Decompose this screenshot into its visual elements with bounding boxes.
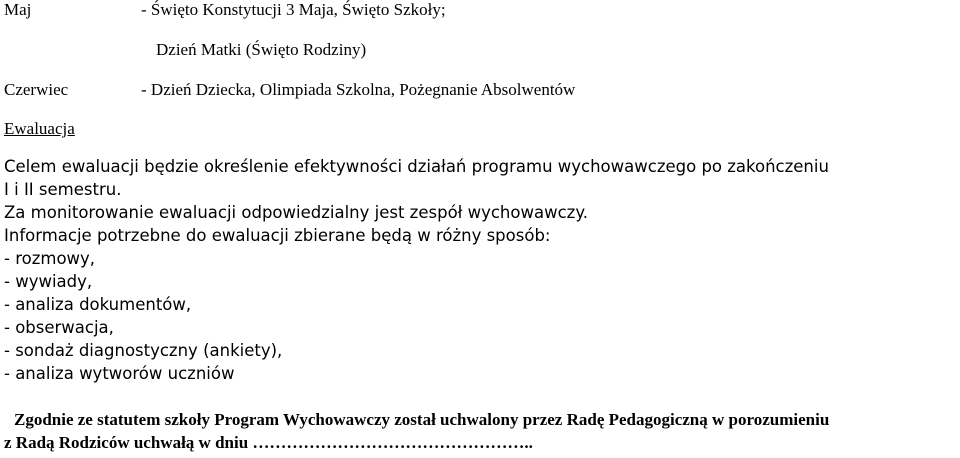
month-label-maj: Maj — [4, 0, 32, 19]
evaluation-text — [4, 155, 829, 385]
month-label-czerwiec: Czerwiec — [4, 80, 69, 99]
evaluation-list-item: - sondaż diagnostyczny (ankiety), — [4, 341, 283, 360]
evaluation-list-item: - analiza wytworów uczniów — [4, 364, 235, 383]
evaluation-list-item: - analiza dokumentów, — [4, 295, 192, 314]
approval-line-2: z Radą Rodziców uchwałą w dniu ………………………………………….. — [4, 433, 533, 452]
evaluation-line: Informacje potrzebne do ewaluacji zbierane będą w różny sposób: — [4, 226, 551, 245]
evaluation-list-item: - rozmowy, — [4, 249, 96, 268]
evaluation-line: Za monitorowanie ewaluacji odpowiedzialny jest zespół wychowawczy. — [4, 203, 588, 222]
evaluation-line: I i II semestru. — [4, 180, 122, 199]
event-maj-1: - Święto Konstytucji 3 Maja, Święto Szkoły; — [141, 0, 446, 19]
evaluation-list-item: - obserwacja, — [4, 318, 114, 337]
evaluation-line: Celem ewaluacji będzie określenie efektywności działań programu wychowawczego po zakończeniu — [4, 157, 829, 176]
approval-line-1: Zgodnie ze statutem szkoły Program Wychowawczy został uchwalony przez Radę Pedagogiczną w porozumieniu — [14, 410, 830, 429]
approval-statement — [4, 408, 829, 454]
event-czerwiec-1: - Dzień Dziecka, Olimpiada Szkolna, Pożegnanie Absolwentów — [141, 80, 576, 99]
evaluation-list-item: - wywiady, — [4, 272, 93, 291]
event-maj-2: Dzień Matki (Święto Rodziny) — [156, 40, 367, 59]
evaluation-heading: Ewaluacja — [4, 119, 75, 138]
